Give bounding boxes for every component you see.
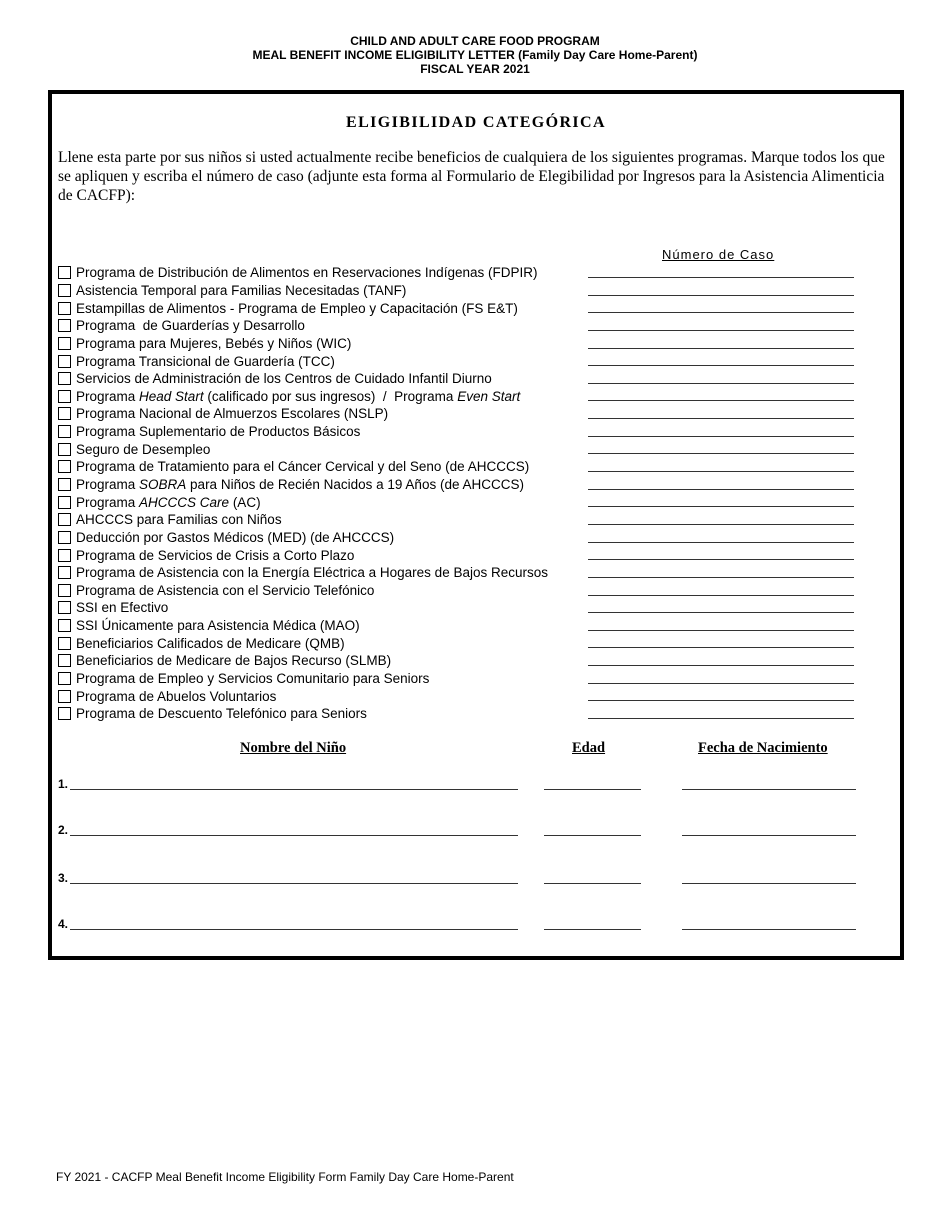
program-label bbox=[76, 442, 210, 457]
program-item bbox=[58, 299, 858, 317]
dob-field[interactable] bbox=[682, 789, 856, 790]
dob-field[interactable] bbox=[682, 835, 856, 836]
program-label-segment: Asistencia Temporal para Familias Necesitadas (TANF) bbox=[76, 282, 407, 298]
program-label-segment: Programa de Distribución de Alimentos en Reservaciones Indígenas (FDPIR) bbox=[76, 265, 538, 281]
program-label bbox=[76, 548, 354, 563]
program-item bbox=[58, 617, 858, 635]
program-label-segment: Programa de Tratamiento para el Cáncer Cervical y del Seno (de AHCCCS) bbox=[76, 459, 530, 475]
child-row bbox=[58, 917, 894, 937]
program-label-segment: Programa bbox=[76, 477, 140, 492]
case-number-field[interactable] bbox=[588, 489, 854, 490]
case-number-field[interactable] bbox=[588, 277, 854, 278]
case-number-field[interactable] bbox=[588, 683, 854, 684]
program-item bbox=[58, 317, 858, 335]
program-label-segment: Programa de Abuelos Voluntarios bbox=[76, 688, 277, 704]
program-checkbox[interactable] bbox=[58, 478, 71, 491]
case-number-field[interactable] bbox=[588, 436, 854, 437]
child-row bbox=[58, 871, 894, 891]
program-title: CHILD AND ADULT CARE FOOD PROGRAM bbox=[350, 34, 600, 48]
program-item bbox=[58, 634, 858, 652]
age-field[interactable] bbox=[544, 789, 641, 790]
case-number-field[interactable] bbox=[588, 542, 854, 543]
program-checkbox[interactable] bbox=[58, 302, 71, 315]
program-label-segment: (AC) bbox=[229, 494, 261, 510]
program-checkbox[interactable] bbox=[58, 443, 71, 456]
program-checkbox[interactable] bbox=[58, 496, 71, 509]
program-checkbox[interactable] bbox=[58, 284, 71, 297]
program-item bbox=[58, 529, 858, 547]
case-number-field[interactable] bbox=[588, 506, 854, 507]
program-checkbox[interactable] bbox=[58, 319, 71, 332]
program-label-segment: Programa de Descuento Telefónico para Seniors bbox=[76, 706, 367, 722]
program-list bbox=[58, 264, 858, 723]
age-field[interactable] bbox=[544, 883, 641, 884]
program-label bbox=[76, 495, 261, 510]
program-item bbox=[58, 423, 858, 441]
program-item bbox=[58, 282, 858, 300]
program-label-segment: Head Start bbox=[139, 388, 204, 404]
child-name-field[interactable] bbox=[70, 789, 518, 790]
program-label-segment: Even Start bbox=[457, 388, 521, 404]
program-item bbox=[58, 405, 858, 423]
program-checkbox[interactable] bbox=[58, 601, 71, 614]
program-item bbox=[58, 582, 858, 600]
case-number-field[interactable] bbox=[588, 471, 854, 472]
program-label bbox=[76, 618, 360, 633]
child-row bbox=[58, 823, 894, 843]
program-label bbox=[76, 583, 374, 598]
program-label bbox=[76, 600, 168, 615]
program-checkbox[interactable] bbox=[58, 266, 71, 279]
child-name-field[interactable] bbox=[70, 883, 518, 884]
case-number-field[interactable] bbox=[588, 718, 854, 719]
program-item bbox=[58, 493, 858, 511]
case-number-field[interactable] bbox=[588, 577, 854, 578]
program-label-segment: Programa bbox=[76, 494, 140, 510]
program-checkbox[interactable] bbox=[58, 460, 71, 473]
program-label-segment: Programa para Mujeres, Bebés y Niños (WIC) bbox=[76, 335, 352, 351]
program-item bbox=[58, 670, 858, 688]
row-number: 2. bbox=[58, 823, 69, 837]
program-checkbox[interactable] bbox=[58, 637, 71, 650]
age-field[interactable] bbox=[544, 835, 641, 836]
program-item bbox=[58, 652, 858, 670]
intro-paragraph: Llene esta parte por sus niños si usted actualmente recibe beneficios de cualquiera de los siguientes programas. Marque todos los que se apliquen y escriba el número de caso (adjunte esta forma al Formulario de Elegibilidad por Ingresos para la Asistencia Alimenticia de CACFP): bbox=[58, 149, 885, 204]
case-number-field[interactable] bbox=[588, 330, 854, 331]
program-checkbox[interactable] bbox=[58, 531, 71, 544]
program-item bbox=[58, 458, 858, 476]
program-checkbox[interactable] bbox=[58, 407, 71, 420]
age-field[interactable] bbox=[544, 929, 641, 930]
program-item bbox=[58, 387, 858, 405]
program-label-segment: SSI Únicamente para Asistencia Médica (MAO) bbox=[76, 618, 360, 634]
program-item bbox=[58, 705, 858, 723]
section-title: ELIGIBILIDAD CATEGÓRICA bbox=[346, 114, 606, 131]
program-label bbox=[76, 354, 335, 369]
program-label-segment: (calificado por sus ingresos) / Programa bbox=[203, 388, 458, 404]
program-label-segment: Programa de Asistencia con el Servicio Telefónico bbox=[76, 582, 375, 598]
program-checkbox[interactable] bbox=[58, 549, 71, 562]
program-item bbox=[58, 687, 858, 705]
program-label-segment: Programa de Guarderías y Desarrollo bbox=[76, 318, 305, 334]
program-label bbox=[76, 706, 367, 721]
program-checkbox[interactable] bbox=[58, 690, 71, 703]
program-item bbox=[58, 370, 858, 388]
dob-header: Fecha de Nacimiento bbox=[698, 740, 828, 756]
program-label-segment: Programa de Empleo y Servicios Comunitario para Seniors bbox=[76, 671, 430, 687]
program-checkbox[interactable] bbox=[58, 584, 71, 597]
case-number-field[interactable] bbox=[588, 595, 854, 596]
program-label-segment: AHCCCS Care bbox=[139, 494, 230, 510]
program-label bbox=[76, 424, 360, 439]
program-label-segment: Estampillas de Alimentos - Programa de Empleo y Capacitación (FS E&T) bbox=[76, 300, 518, 316]
program-checkbox[interactable] bbox=[58, 355, 71, 368]
child-name-field[interactable] bbox=[70, 929, 518, 930]
program-label bbox=[76, 406, 388, 421]
program-label-segment: Beneficiarios Calificados de Medicare (QMB) bbox=[76, 635, 345, 651]
program-label-segment: Beneficiarios de Medicare de Bajos Recurso (SLMB) bbox=[76, 653, 392, 669]
case-number-field[interactable] bbox=[588, 630, 854, 631]
program-checkbox[interactable] bbox=[58, 672, 71, 685]
program-item bbox=[58, 352, 858, 370]
eligibility-box bbox=[48, 90, 904, 960]
program-label-segment: Programa Suplementario de Productos Básicos bbox=[76, 424, 361, 440]
letter-title: MEAL BENEFIT INCOME ELIGIBILITY LETTER (Family Day Care Home-Parent) bbox=[252, 48, 698, 62]
program-checkbox[interactable] bbox=[58, 654, 71, 667]
program-label-segment: AHCCCS para Familias con Niños bbox=[76, 512, 282, 528]
program-label bbox=[76, 565, 548, 580]
case-number-field[interactable] bbox=[588, 647, 854, 648]
program-label bbox=[76, 318, 305, 333]
case-number-field[interactable] bbox=[588, 418, 854, 419]
program-label bbox=[76, 653, 391, 668]
program-label-segment: Deducción por Gastos Médicos (MED) (de AHCCCS) bbox=[76, 529, 395, 545]
program-label-segment: Programa de Servicios de Crisis a Corto Plazo bbox=[76, 547, 355, 563]
page-footer: FY 2021 - CACFP Meal Benefit Income Eligibility Form Family Day Care Home-Parent bbox=[56, 1170, 514, 1184]
program-label bbox=[76, 512, 282, 527]
case-number-field[interactable] bbox=[588, 383, 854, 384]
program-item bbox=[58, 264, 858, 282]
dob-field[interactable] bbox=[682, 929, 856, 930]
program-label bbox=[76, 336, 351, 351]
case-number-field[interactable] bbox=[588, 348, 854, 349]
program-checkbox[interactable] bbox=[58, 425, 71, 438]
case-number-field[interactable] bbox=[588, 559, 854, 560]
program-item bbox=[58, 476, 858, 494]
child-name-header: Nombre del Niño bbox=[240, 740, 347, 756]
case-number-field[interactable] bbox=[588, 312, 854, 313]
program-item bbox=[58, 440, 858, 458]
program-label-segment: SOBRA bbox=[139, 477, 187, 492]
program-label-segment: Programa Nacional de Almuerzos Escolares (NSLP) bbox=[76, 406, 389, 422]
case-number-field[interactable] bbox=[588, 524, 854, 525]
child-row bbox=[58, 777, 894, 797]
child-name-field[interactable] bbox=[70, 835, 518, 836]
program-checkbox[interactable] bbox=[58, 566, 71, 579]
program-label bbox=[76, 371, 492, 386]
program-checkbox[interactable] bbox=[58, 337, 71, 350]
case-number-field[interactable] bbox=[588, 365, 854, 366]
document-header bbox=[0, 34, 950, 76]
row-number: 3. bbox=[58, 871, 69, 885]
program-label bbox=[76, 459, 529, 474]
program-checkbox[interactable] bbox=[58, 707, 71, 720]
program-label-segment: SSI en Efectivo bbox=[76, 600, 169, 616]
fiscal-year: FISCAL YEAR 2021 bbox=[420, 62, 530, 76]
program-label bbox=[76, 671, 429, 686]
program-checkbox[interactable] bbox=[58, 513, 71, 526]
program-item bbox=[58, 511, 858, 529]
program-label bbox=[76, 265, 537, 280]
case-number-header: Número de Caso bbox=[662, 247, 775, 262]
program-item bbox=[58, 546, 858, 564]
program-label bbox=[76, 530, 394, 545]
program-label bbox=[76, 477, 524, 492]
row-number: 1. bbox=[58, 777, 69, 791]
program-item bbox=[58, 564, 858, 582]
program-checkbox[interactable] bbox=[58, 390, 71, 403]
program-label bbox=[76, 689, 276, 704]
program-label-segment: Programa Transicional de Guardería (TCC) bbox=[76, 353, 335, 369]
program-label bbox=[76, 283, 406, 298]
case-number-field[interactable] bbox=[588, 295, 854, 296]
age-header: Edad bbox=[572, 740, 606, 756]
case-number-field[interactable] bbox=[588, 665, 854, 666]
program-label-segment: Seguro de Desempleo bbox=[76, 441, 211, 457]
program-label-segment: para Niños de Recién Nacidos a 19 Años (de AHCCCS) bbox=[186, 477, 524, 492]
case-number-field[interactable] bbox=[588, 453, 854, 454]
program-item bbox=[58, 335, 858, 353]
program-label bbox=[76, 301, 518, 316]
program-label-segment: Programa bbox=[76, 388, 140, 404]
program-checkbox[interactable] bbox=[58, 372, 71, 385]
program-label bbox=[76, 636, 345, 651]
case-number-field[interactable] bbox=[588, 700, 854, 701]
dob-field[interactable] bbox=[682, 883, 856, 884]
case-number-field[interactable] bbox=[588, 400, 854, 401]
row-number: 4. bbox=[58, 917, 69, 931]
case-number-field[interactable] bbox=[588, 612, 854, 613]
program-label bbox=[76, 389, 520, 404]
program-item bbox=[58, 599, 858, 617]
program-label-segment: Programa de Asistencia con la Energía Eléctrica a Hogares de Bajos Recursos bbox=[76, 565, 548, 581]
program-label-segment: Servicios de Administración de los Centros de Cuidado Infantil Diurno bbox=[76, 371, 492, 387]
program-checkbox[interactable] bbox=[58, 619, 71, 632]
